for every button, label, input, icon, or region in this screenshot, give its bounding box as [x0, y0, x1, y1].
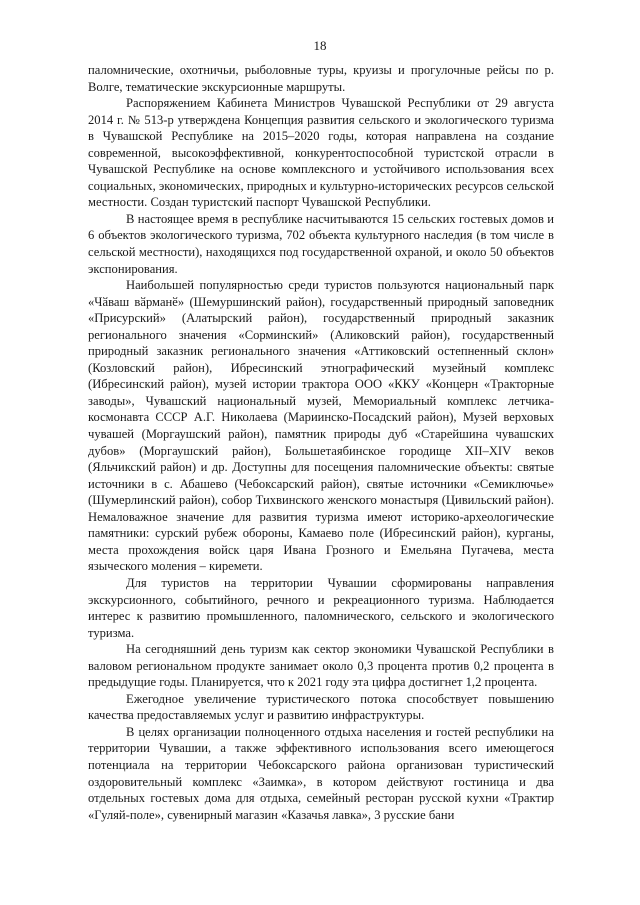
paragraph-popular-sites: Наибольшей популярностью среди туристов пользуются национальный парк «Чӑваш вӑрманӗ» (Шемуршинский район), государственный природный заповедник «Присурский» (Алатырский район), государственный природный заказник регионального значения «Сорминский» (Аликовский район), государственный природный заказник регионального значения «Аттиковский остепненный склон» (Козловский район), Ибресинский этнографический музейный комплекс (Ибресинский район), музей истории трактора ООО «ККУ «Концерн «Тракторные заводы», Чувашский национальный музей, Мемориальный комплекс летчика-космонавта СССР А.Г. Николаева (Мариинско-Посадский район), Музей верховых чувашей (Моргаушский район), памятник природы дуб «Старейшина чувашских дубов» (Моргаушский район), Большетаябинское городище XII–XIV веков (Яльчикский район) и др. Доступны для посещения паломнические объекты: святые источники в с. Абашево (Чебоксарский район), святые источники «Семиключье» (Шумерлинский район), собор Тихвинского женского монастыря (Цивильский район). Немаловажное значение для развития туризма имеют историко-археологические памятники: сурский рубеж обороны, Камаево поле (Ибресинский район), курганы, места прохождения войск царя Ивана Грозного и Емельяна Пугачева, места языческого моления – киремети.	[88, 278, 554, 574]
paragraph-economy-share: На сегодняшний день туризм как сектор экономики Чувашской Республики в валовом региональном продукте занимает около 0,3 процента против 0,2 процента в предыдущие годы. Планируется, что к 2021 году эта цифра достигнет 1,2 процента.	[88, 642, 554, 690]
page-number: 18	[313, 38, 327, 53]
paragraph-zaimka-complex: В целях организации полноценного отдыха населения и гостей республики на территории Чувашии, а также эффективного использования всего имеющегося потенциала на территории Чебоксарского района организован туристический оздоровительный комплекс «Заимка», в котором действуют гостиница и два отдельных гостевых дома для отдыха, семейный ресторан русской кухни «Трактир «Гуляй-поле», сувенирный магазин «Казачья лавка», 3 русские бани	[88, 724, 554, 822]
paragraph-tours-continuation: паломнические, охотничьи, рыболовные туры, круизы и прогулочные рейсы по р. Волге, тематические экскурсионные маршруты.	[88, 63, 554, 94]
paragraph-tourist-flow: Ежегодное увеличение туристического потока способствует повышению качества предоставляемых услуг и развитию инфраструктуры.	[88, 691, 554, 723]
paragraph-guest-houses: В настоящее время в республике насчитываются 15 сельских гостевых домов и 6 объектов экологического туризма, 702 объекта культурного наследия (в том числе в сельской местности), находящихся под государственной охраной, и около 50 объектов экспонирования.	[88, 211, 554, 276]
paragraph-tourism-directions: Для туристов на территории Чувашии сформированы направления экскурсионного, событийного, речного и рекреационного туризма. Наблюдается интерес к развитию промышленного, паломнического, сельского и экологического туризма.	[88, 575, 554, 640]
document-body	[88, 62, 554, 823]
paragraph-tourism-concept: Распоряжением Кабинета Министров Чувашской Республики от 29 августа 2014 г. № 513-р утверждена Концепция развития сельского и экологического туризма в Чувашской Республике на 2015–2020 годы, которая направлена на создание современной, высокоэффективной, конкурентоспособной туристской отрасли в Чувашской Республике на основе комплексного и устойчивого использования всех социальных, экономических, природных и культурно-исторических ресурсов сельской местности. Создан туристский паспорт Чувашской Республики.	[88, 96, 554, 210]
